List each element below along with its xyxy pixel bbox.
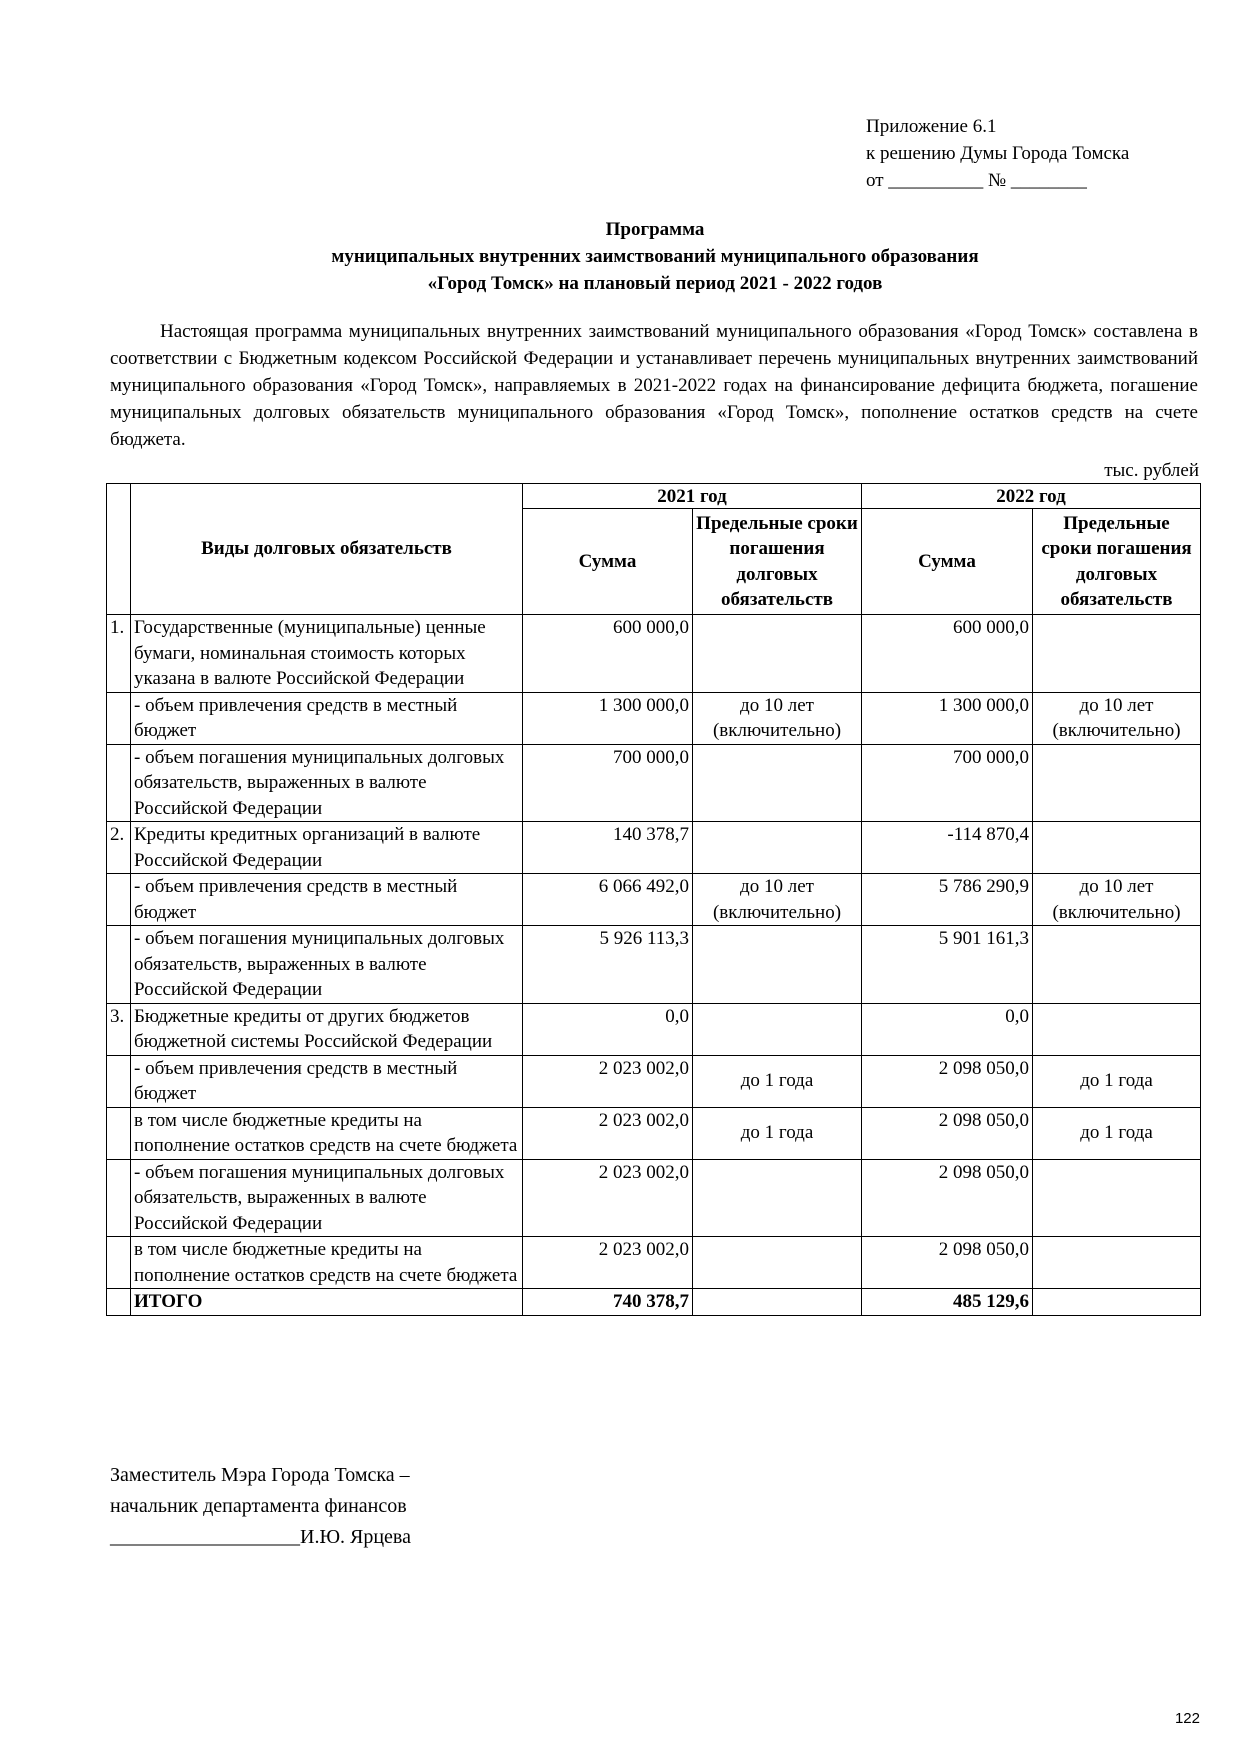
sum-2022: 1 300 000,0: [862, 692, 1033, 744]
term-2022: [1033, 822, 1201, 874]
term-2021: [693, 926, 862, 1004]
table-row: [107, 1159, 1201, 1237]
row-number: 1.: [107, 615, 131, 693]
row-name: - объем привлечения средств в местный бюджет: [131, 692, 523, 744]
sum-2022: 2 098 050,0: [862, 1055, 1033, 1107]
signature-line-2: начальник департамента финансов: [110, 1495, 407, 1517]
appendix-note: [866, 113, 1129, 194]
table-row: [107, 1003, 1201, 1055]
sum-2022: -114 870,4: [862, 822, 1033, 874]
signature-line-3: ___________________И.Ю. Ярцева: [110, 1526, 411, 1548]
sum-2021: 6 066 492,0: [523, 874, 693, 926]
term-2022: [1033, 926, 1201, 1004]
header-no: [107, 484, 131, 615]
table-row: [107, 692, 1201, 744]
row-name: в том числе бюджетные кредиты на пополнение остатков средств на счете бюджета: [131, 1107, 523, 1159]
term-2021: до 1 года: [693, 1107, 862, 1159]
sum-2022: 2 098 050,0: [862, 1159, 1033, 1237]
term-2021: до 10 лет (включительно): [693, 692, 862, 744]
title-line-3: «Город Томск» на плановый период 2021 - 2022 годов: [427, 273, 883, 294]
term-2022: [1033, 1003, 1201, 1055]
title-line-2: муниципальных внутренних заимствований муниципального образования: [331, 246, 979, 267]
units-label: тыс. рублей: [1104, 460, 1199, 481]
header-kinds: Виды долговых обязательств: [131, 484, 523, 615]
table-row: [107, 874, 1201, 926]
header-sum-2022: Сумма: [862, 509, 1033, 615]
row-number: [107, 1159, 131, 1237]
row-name: - объем погашения муниципальных долговых обязательств, выраженных в валюте Российской Федерации: [131, 1159, 523, 1237]
header-terms-2021: Предельные сроки погашения долговых обязательств: [693, 509, 862, 615]
document-title: [100, 216, 1210, 297]
term-2022: до 10 лет (включительно): [1033, 692, 1201, 744]
term-2022: [1033, 615, 1201, 693]
sum-2021: 0,0: [523, 1003, 693, 1055]
signature-block: [110, 1460, 411, 1553]
sum-2021: 2 023 002,0: [523, 1237, 693, 1289]
row-number: [107, 692, 131, 744]
sum-2022: 600 000,0: [862, 615, 1033, 693]
table-row: [107, 744, 1201, 822]
total-row: [107, 1289, 1201, 1316]
total-sum-2021: 740 378,7: [523, 1289, 693, 1316]
term-2021: [693, 615, 862, 693]
total-label: ИТОГО: [131, 1289, 523, 1316]
term-2021: до 10 лет (включительно): [693, 874, 862, 926]
row-name: в том числе бюджетные кредиты на пополнение остатков средств на счете бюджета: [131, 1237, 523, 1289]
term-2022: до 1 года: [1033, 1107, 1201, 1159]
term-2021: до 1 года: [693, 1055, 862, 1107]
page-number: 122: [1174, 1710, 1200, 1727]
row-name: Бюджетные кредиты от других бюджетов бюджетной системы Российской Федерации: [131, 1003, 523, 1055]
signature-line-1: Заместитель Мэра Города Томска –: [110, 1464, 410, 1486]
table-row: [107, 822, 1201, 874]
row-number: [107, 926, 131, 1004]
row-number: [107, 744, 131, 822]
sum-2021: 2 023 002,0: [523, 1107, 693, 1159]
sum-2021: 700 000,0: [523, 744, 693, 822]
total-term-2022: [1033, 1289, 1201, 1316]
sum-2021: 140 378,7: [523, 822, 693, 874]
sum-2022: 2 098 050,0: [862, 1237, 1033, 1289]
title-line-1: Программа: [605, 219, 705, 240]
sum-2022: 5 901 161,3: [862, 926, 1033, 1004]
term-2022: до 10 лет (включительно): [1033, 874, 1201, 926]
row-number: [107, 874, 131, 926]
total-term-2021: [693, 1289, 862, 1316]
sum-2021: 5 926 113,3: [523, 926, 693, 1004]
header-terms-2022: Предельные сроки погашения долговых обязательств: [1033, 509, 1201, 615]
term-2021: [693, 1003, 862, 1055]
row-number: [107, 1055, 131, 1107]
appendix-line-2: к решению Думы Города Томска: [866, 143, 1130, 164]
term-2022: [1033, 1237, 1201, 1289]
sum-2021: 1 300 000,0: [523, 692, 693, 744]
term-2021: [693, 1159, 862, 1237]
sum-2022: 700 000,0: [862, 744, 1033, 822]
appendix-line-3: от __________ № ________: [866, 170, 1087, 191]
term-2022: [1033, 1159, 1201, 1237]
total-no: [107, 1289, 131, 1316]
sum-2022: 2 098 050,0: [862, 1107, 1033, 1159]
table-row: [107, 1237, 1201, 1289]
term-2022: [1033, 744, 1201, 822]
intro-paragraph: Настоящая программа муниципальных внутренних заимствований муниципального образования «Город Томск» составлена в соответствии с Бюджетным кодексом Российской Федерации и устанавливает перечень муниципальных внутренних заимствований муниципального образования «Город Томск», направляемых в 2021-2022 годах на финансирование дефицита бюджета, погашение муниципальных долговых обязательств муниципального образования «Город Томск», пополнение остатков средств на счете бюджета.: [110, 321, 1198, 450]
row-number: [107, 1107, 131, 1159]
borrowing-table: [106, 483, 1201, 1316]
term-2022: до 1 года: [1033, 1055, 1201, 1107]
term-2021: [693, 822, 862, 874]
sum-2022: 5 786 290,9: [862, 874, 1033, 926]
term-2021: [693, 1237, 862, 1289]
sum-2021: 2 023 002,0: [523, 1055, 693, 1107]
row-name: - объем погашения муниципальных долговых обязательств, выраженных в валюте Российской Федерации: [131, 744, 523, 822]
row-name: Кредиты кредитных организаций в валюте Российской Федерации: [131, 822, 523, 874]
table-row: [107, 926, 1201, 1004]
row-number: 2.: [107, 822, 131, 874]
row-number: [107, 1237, 131, 1289]
header-year-2022: 2022 год: [862, 484, 1201, 509]
row-number: 3.: [107, 1003, 131, 1055]
table-row: [107, 1055, 1201, 1107]
table-row: [107, 1107, 1201, 1159]
row-name: - объем погашения муниципальных долговых обязательств, выраженных в валюте Российской Федерации: [131, 926, 523, 1004]
row-name: - объем привлечения средств в местный бюджет: [131, 874, 523, 926]
row-name: - объем привлечения средств в местный бюджет: [131, 1055, 523, 1107]
sum-2021: 600 000,0: [523, 615, 693, 693]
header-sum-2021: Сумма: [523, 509, 693, 615]
table-header: [107, 484, 1201, 615]
table-row: [107, 615, 1201, 693]
row-name: Государственные (муниципальные) ценные бумаги, номинальная стоимость которых указана в валюте Российской Федерации: [131, 615, 523, 693]
sum-2022: 0,0: [862, 1003, 1033, 1055]
appendix-line-1: Приложение 6.1: [866, 116, 997, 137]
header-year-2021: 2021 год: [523, 484, 862, 509]
term-2021: [693, 744, 862, 822]
total-sum-2022: 485 129,6: [862, 1289, 1033, 1316]
sum-2021: 2 023 002,0: [523, 1159, 693, 1237]
